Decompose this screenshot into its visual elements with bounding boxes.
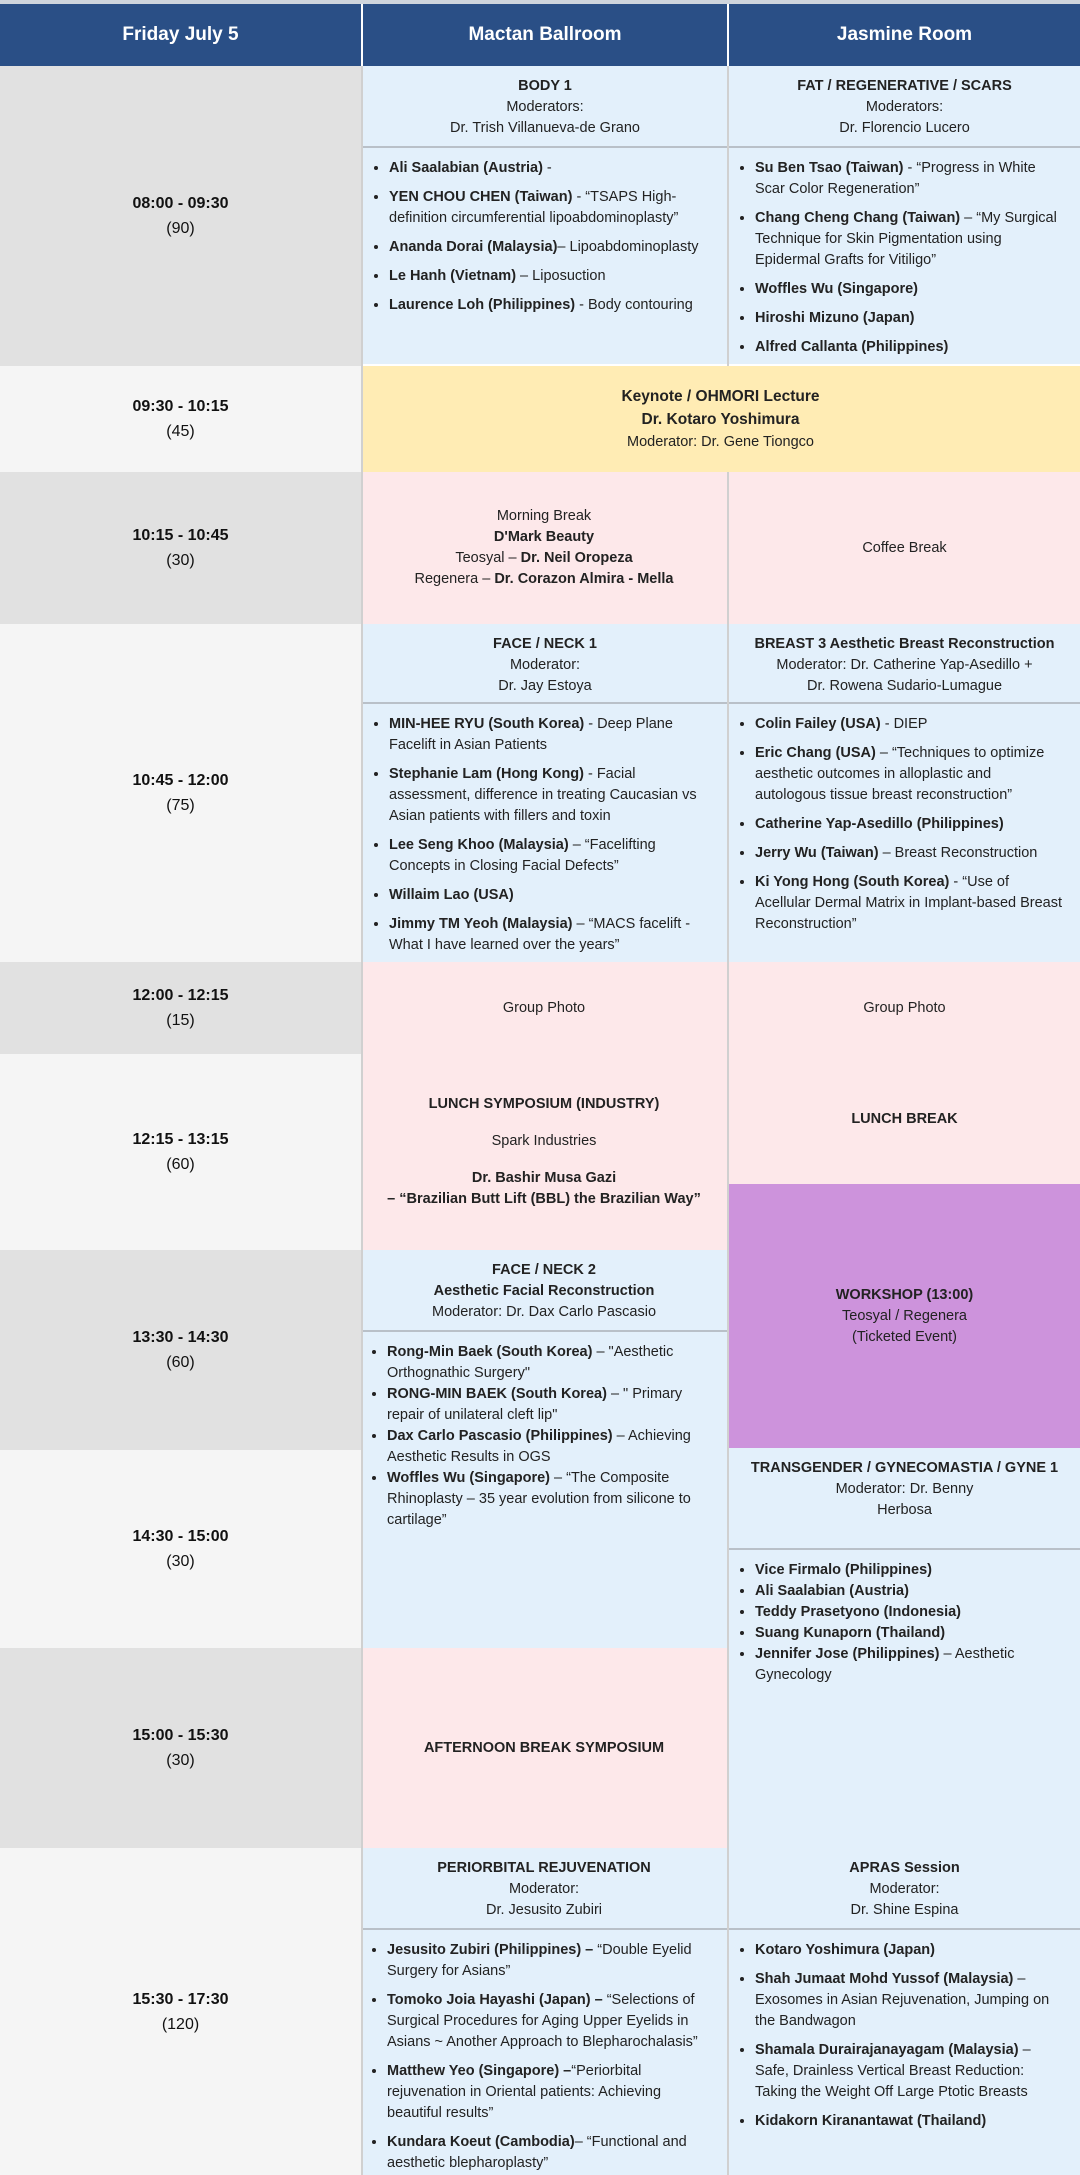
session-header-periorbital xyxy=(361,1848,727,1928)
speaker-list-body1 xyxy=(363,148,727,364)
keynote-block xyxy=(361,366,1080,472)
time-range: 08:00 - 09:30 xyxy=(132,195,229,212)
speaker-item: • Willaim Lao (USA) xyxy=(389,885,713,906)
header-room-mactan: Mactan Ballroom xyxy=(363,4,727,66)
speaker-item: • Ali Saalabian (Austria) xyxy=(755,1581,1066,1602)
speaker-list-fat xyxy=(729,148,1080,364)
speaker-item: • Shah Jumaat Mohd Yussof (Malaysia) – Exosomes in Asian Rejuvenation, Jumping on the Bandwagon xyxy=(755,1969,1066,2032)
lunch-symposium-block xyxy=(361,1054,727,1250)
session-title: FACE / NECK 1 xyxy=(493,636,597,652)
time-range: 09:30 - 10:15 xyxy=(132,398,229,415)
time-duration: (90) xyxy=(166,220,195,237)
speaker-item: • Dax Carlo Pascasio (Philippines) – Achieving Aesthetic Results in OGS xyxy=(387,1426,713,1468)
time-duration: (75) xyxy=(166,797,195,814)
time-range: 12:15 - 13:15 xyxy=(132,1131,229,1148)
keynote-speaker: Dr. Kotaro Yoshimura xyxy=(641,410,800,428)
session-subtitle: Aesthetic Facial Reconstruction xyxy=(433,1283,655,1299)
time-duration: (45) xyxy=(166,423,195,440)
session-title: BREAST 3 Aesthetic Breast Reconstruction xyxy=(754,636,1055,652)
speaker-item: • Kidakorn Kiranantawat (Thailand) xyxy=(755,2111,1066,2132)
time-range: 12:00 - 12:15 xyxy=(132,987,229,1004)
speaker-item: • Shamala Durairajanayagam (Malaysia) – Safe, Drainless Vertical Breast Reduction: Taking the Weight Off Large Ptotic Breasts xyxy=(755,2040,1066,2103)
workshop-line: (Ticketed Event) xyxy=(851,1328,958,1345)
speaker-item: • Hiroshi Mizuno (Japan) xyxy=(755,308,1066,329)
moderator-name: Dr. Trish Villanueva-de Grano xyxy=(450,120,640,136)
time-range: 10:15 - 10:45 xyxy=(132,527,229,544)
moderator-name: Dr. Shine Espina xyxy=(850,1902,959,1918)
break-title: Morning Break xyxy=(496,508,592,524)
speaker-item: • Kundara Koeut (Cambodia)– “Functional and aesthetic blepharoplasty” xyxy=(387,2132,713,2174)
column-divider xyxy=(361,66,363,2175)
speaker-item: • Rong-Min Baek (South Korea) – "Aesthetic Orthognathic Surgery" xyxy=(387,1342,713,1384)
morning-break-block xyxy=(361,472,727,624)
speaker-item: • Alfred Callanta (Philippines) xyxy=(755,337,1066,358)
symposium-sponsor: Spark Industries xyxy=(491,1133,597,1149)
symposium-title: LUNCH SYMPOSIUM (INDUSTRY) xyxy=(428,1096,660,1112)
session-header-body1 xyxy=(363,66,727,146)
moderator-name: Moderator: Dr. Benny xyxy=(835,1481,974,1497)
coffee-break-block: Coffee Break xyxy=(729,472,1080,624)
speaker-item: • Colin Failey (USA) - DIEP xyxy=(755,714,1066,735)
speaker-item: • Catherine Yap-Asedillo (Philippines) xyxy=(755,814,1066,835)
lunch-break-block: LUNCH BREAK xyxy=(729,1054,1080,1184)
symposium-talk: – “Brazilian Butt Lift (BBL) the Brazilian Way” xyxy=(387,1191,701,1207)
moderator-name: Moderator: Dr. Dax Carlo Pascasio xyxy=(431,1304,657,1320)
speaker-item: • Lee Seng Khoo (Malaysia) – “Facelifting Concepts in Closing Facial Defects” xyxy=(389,835,713,877)
workshop-title: WORKSHOP (13:00) xyxy=(835,1286,974,1303)
session-title: BODY 1 xyxy=(518,78,572,94)
speaker-item: • Kotaro Yoshimura (Japan) xyxy=(755,1940,1066,1961)
keynote-title: Keynote / OHMORI Lecture xyxy=(621,387,820,405)
group-photo-block: Group Photo xyxy=(361,962,727,1054)
time-slot xyxy=(0,1848,361,2175)
speaker-list-breast3 xyxy=(729,704,1080,962)
speaker-list-face1 xyxy=(363,704,727,962)
speaker-item: • Jennifer Jose (Philippines) – Aesthetic Gynecology xyxy=(755,1644,1066,1686)
time-slot xyxy=(0,962,361,1054)
time-slot xyxy=(0,66,361,366)
speaker-item: • Jesusito Zubiri (Philippines) – “Double Eyelid Surgery for Asians” xyxy=(387,1940,713,1982)
afternoon-break-block: AFTERNOON BREAK SYMPOSIUM xyxy=(361,1648,727,1848)
time-slot xyxy=(0,1054,361,1250)
moderator-name: Moderator: Dr. Catherine Yap-Asedillo + xyxy=(776,657,1033,673)
keynote-moderator: Moderator: Dr. Gene Tiongco xyxy=(627,433,814,450)
time-slot xyxy=(0,1250,361,1450)
header-day: Friday July 5 xyxy=(0,4,361,66)
speaker-list-apras xyxy=(729,1930,1080,2175)
speaker-item: • Ki Yong Hong (South Korea) - “Use of Acellular Dermal Matrix in Implant-based Breast Reconstruction” xyxy=(755,872,1066,935)
session-header-apras xyxy=(729,1848,1080,1928)
speaker-item: • Ananda Dorai (Malaysia)– Lipoabdominoplasty xyxy=(389,237,713,258)
time-range: 10:45 - 12:00 xyxy=(132,772,229,789)
session-header-fat xyxy=(729,66,1080,146)
time-slot xyxy=(0,624,361,962)
time-duration: (60) xyxy=(166,1156,195,1173)
speaker-list-periorbital xyxy=(361,1930,727,2175)
moderator-name: Dr. Rowena Sudario-Lumague xyxy=(806,678,1003,694)
moderator-label: Moderators: xyxy=(865,99,944,115)
time-slot xyxy=(0,472,361,624)
speaker-item: • Stephanie Lam (Hong Kong) - Facial assessment, difference in treating Caucasian vs Asian patients with fillers and toxin xyxy=(389,764,713,827)
column-divider xyxy=(727,472,729,2175)
session-title: TRANSGENDER / GYNECOMASTIA / GYNE 1 xyxy=(750,1460,1059,1476)
moderator-name: Dr. Jesusito Zubiri xyxy=(485,1902,603,1918)
time-slot xyxy=(0,1648,361,1848)
moderator-label: Moderators: xyxy=(506,99,584,115)
break-sponsor: D'Mark Beauty xyxy=(493,529,595,545)
time-duration: (60) xyxy=(166,1354,195,1371)
speaker-item: • Woffles Wu (Singapore) – “The Composite Rhinoplasty – 35 year evolution from silicone to cartilage” xyxy=(387,1468,713,1531)
time-duration: (120) xyxy=(161,2015,200,2033)
speaker-item: • Suang Kunaporn (Thailand) xyxy=(755,1623,1066,1644)
session-header-transgender xyxy=(729,1448,1080,1548)
speaker-list-face2 xyxy=(361,1332,727,1648)
moderator-label: Moderator: xyxy=(869,1881,940,1897)
workshop-line: Teosyal / Regenera xyxy=(842,1307,967,1324)
session-header-face2 xyxy=(361,1250,727,1330)
speaker-item: • Eric Chang (USA) – “Techniques to optimize aesthetic outcomes in alloplastic and autologous tissue breast reconstruction” xyxy=(755,743,1066,806)
break-line: Regenera – Dr. Corazon Almira - Mella xyxy=(414,571,674,587)
moderator-name: Herbosa xyxy=(877,1502,932,1518)
time-duration: (15) xyxy=(166,1012,195,1029)
symposium-speaker: Dr. Bashir Musa Gazi xyxy=(471,1170,617,1186)
group-photo-block: Group Photo xyxy=(729,962,1080,1054)
speaker-item: • Jerry Wu (Taiwan) – Breast Reconstruction xyxy=(755,843,1066,864)
speaker-item: • Ali Saalabian (Austria) - xyxy=(389,158,713,179)
speaker-item: • Vice Firmalo (Philippines) xyxy=(755,1560,1066,1581)
moderator-label: Moderator: xyxy=(508,1881,580,1897)
speaker-item: • YEN CHOU CHEN (Taiwan) - “TSAPS High-definition circumferential lipoabdominoplasty” xyxy=(389,187,713,229)
speaker-item: • MIN-HEE RYU (South Korea) - Deep Plane Facelift in Asian Patients xyxy=(389,714,713,756)
workshop-block xyxy=(729,1184,1080,1448)
speaker-item: • Teddy Prasetyono (Indonesia) xyxy=(755,1602,1066,1623)
speaker-item: • Laurence Loh (Philippines) - Body contouring xyxy=(389,295,713,316)
moderator-label: Moderator: xyxy=(509,657,581,673)
header-room-jasmine: Jasmine Room xyxy=(729,4,1080,66)
time-duration: (30) xyxy=(166,1752,195,1769)
speaker-list-transgender xyxy=(729,1550,1080,1848)
speaker-item: • RONG-MIN BAEK (South Korea) – " Primary repair of unilateral cleft lip" xyxy=(387,1384,713,1426)
time-range: 15:30 - 17:30 xyxy=(132,1990,229,2008)
break-line: Teosyal – Dr. Neil Oropeza xyxy=(455,550,633,566)
time-range: 13:30 - 14:30 xyxy=(132,1329,229,1346)
time-slot xyxy=(0,1450,361,1648)
speaker-item: • Matthew Yeo (Singapore) –“Periorbital rejuvenation in Oriental patients: Achieving beautiful results” xyxy=(387,2061,713,2124)
speaker-item: • Woffles Wu (Singapore) xyxy=(755,279,1066,300)
speaker-item: • Su Ben Tsao (Taiwan) - “Progress in White Scar Color Regeneration” xyxy=(755,158,1066,200)
speaker-item: • Chang Cheng Chang (Taiwan) – “My Surgical Technique for Skin Pigmentation using Epidermal Grafts for Vitiligo” xyxy=(755,208,1066,271)
time-duration: (30) xyxy=(166,552,195,569)
speaker-item: • Jimmy TM Yeoh (Malaysia) – “MACS facelift - What I have learned over the years” xyxy=(389,914,713,956)
time-slot xyxy=(0,366,361,472)
session-title: PERIORBITAL REJUVENATION xyxy=(437,1860,651,1876)
time-range: 14:30 - 15:00 xyxy=(132,1528,229,1545)
session-title: APRAS Session xyxy=(849,1860,960,1876)
time-range: 15:00 - 15:30 xyxy=(132,1727,229,1744)
moderator-name: Dr. Jay Estoya xyxy=(498,678,592,694)
session-header-breast3 xyxy=(729,624,1080,702)
speaker-item: • Le Hanh (Vietnam) – Liposuction xyxy=(389,266,713,287)
column-divider xyxy=(727,66,729,366)
session-title: FACE / NECK 2 xyxy=(492,1262,596,1278)
moderator-name: Dr. Florencio Lucero xyxy=(839,120,970,136)
time-duration: (30) xyxy=(166,1553,195,1570)
speaker-item: • Tomoko Joia Hayashi (Japan) – “Selections of Surgical Procedures for Aging Upper Eyelids in Asians ~ Another Approach to Blepharochalasis” xyxy=(387,1990,713,2053)
session-header-face1 xyxy=(363,624,727,702)
session-title: FAT / REGENERATIVE / SCARS xyxy=(797,78,1012,94)
